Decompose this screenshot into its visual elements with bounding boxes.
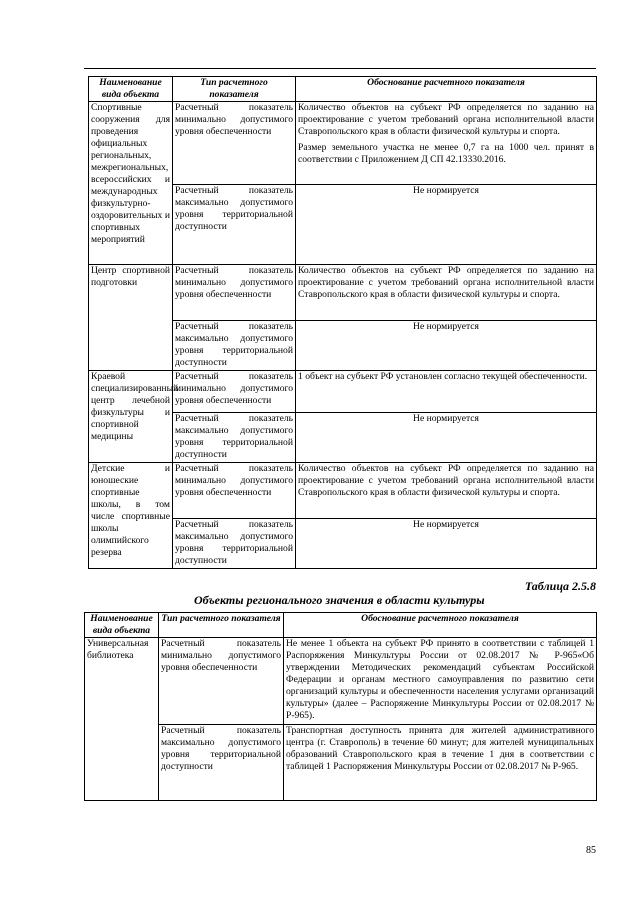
table-row xyxy=(89,265,597,321)
table-header-row xyxy=(89,77,597,102)
indicator-reason-max: Не нормируется xyxy=(296,413,597,463)
table-title: Объекты регионального значения в области культуры xyxy=(194,593,485,607)
indicator-type-min: Расчетный показатель минимально допустимого уровня обеспеченности xyxy=(173,371,296,413)
table-row xyxy=(89,371,597,413)
indicator-type-max: Расчетный показатель максимально допустимого уровня территориальной доступности xyxy=(173,413,296,463)
indicator-reason-min xyxy=(296,102,597,185)
culture-objects-table xyxy=(84,612,597,801)
top-rule xyxy=(84,68,596,69)
indicator-type-min: Расчетный показатель минимально допустимого уровня обеспеченности xyxy=(173,265,296,321)
indicator-type-min: Расчетный показатель минимально допустимого уровня обеспеченности xyxy=(173,102,296,185)
header-object-name: Наименование вида объекта xyxy=(85,613,159,638)
header-object-name: Наименование вида объекта xyxy=(89,77,173,102)
object-name-cell: Спортивные сооружения для проведения официальных региональных, межрегиональных, всероссийских и международных физкультурно-оздоровительных и спортивных мероприятий xyxy=(89,102,173,265)
indicator-type-min: Расчетный показатель минимально допустимого уровня обеспеченности xyxy=(173,463,296,519)
object-name-cell: Центр спортивной подготовки xyxy=(89,265,173,371)
indicator-reason-max: Не нормируется xyxy=(296,185,597,265)
header-indicator-type: Тип расчетного показателя xyxy=(159,613,284,638)
indicator-reason-min: 1 объект на субъект РФ установлен согласно текущей обеспеченности. xyxy=(296,371,597,413)
header-indicator-type: Тип расчетного показателя xyxy=(173,77,296,102)
table-row xyxy=(89,102,597,185)
indicator-type-max: Расчетный показатель максимально допустимого уровня территориальной доступности xyxy=(173,321,296,371)
indicator-reason-min: Количество объектов на субъект РФ определяется по заданию на проектирование с учетом требований органа исполнительной власти Ставропольского края в области физической культуры и спорта. xyxy=(296,463,597,519)
indicator-reason-min: Не менее 1 объекта на субъект РФ принято в соответствии с таблицей 1 Распоряжения Минкультуры России от 02.08.2017 № Р-965«Об утверждении Методических рекомендаций субъектам Российской Федерации и органам местного самоуправления по развитию сети организаций культуры и обеспеченности населения услугами организаций культуры» (далее – Распоряжение Минкультуры России от 02.08.2017 № Р-965). xyxy=(284,638,597,725)
object-name-cell: Детские и юношеские спортивные школы, в том числе спортивные школы олимпийского резерва xyxy=(89,463,173,569)
indicator-type-max: Расчетный показатель максимально допустимого уровня территориальной доступности xyxy=(159,725,284,801)
object-name-cell: Универсальная библиотека xyxy=(85,638,159,801)
page-number: 85 xyxy=(586,845,596,856)
indicator-type-max: Расчетный показатель максимально допустимого уровня территориальной доступности xyxy=(173,519,296,569)
sports-objects-table xyxy=(88,76,597,569)
table-row xyxy=(85,638,597,725)
table-number: Таблица 2.5.8 xyxy=(524,579,596,593)
indicator-type-max: Расчетный показатель максимально допустимого уровня территориальной доступности xyxy=(173,185,296,265)
reason-paragraph: Количество объектов на субъект РФ определяется по заданию на проектирование с учетом требований органа исполнительной власти Ставропольского края в области физической культуры и спорта. xyxy=(298,102,594,137)
header-indicator-reason: Обоснование расчетного показателя xyxy=(284,613,597,638)
object-name-cell: Краевой специализированный центр лечебной физкультуры и спортивной медицины xyxy=(89,371,173,463)
indicator-reason-max: Не нормируется xyxy=(296,519,597,569)
indicator-reason-max: Транспортная доступность принята для жителей административного центра (г. Ставрополь) в течение 60 минут; для жителей муниципальных образований Ставропольского края в течение 1 дня в соответствии с таблицей 1 Распоряжения Минкультуры России от 02.08.2017 № Р-965. xyxy=(284,725,597,801)
header-indicator-reason: Обоснование расчетного показателя xyxy=(296,77,597,102)
table-row xyxy=(89,463,597,519)
indicator-reason-max: Не нормируется xyxy=(296,321,597,371)
indicator-reason-min: Количество объектов на субъект РФ определяется по заданию на проектирование с учетом требований органа исполнительной власти Ставропольского края в области физической культуры и спорта. xyxy=(296,265,597,321)
table-row xyxy=(85,725,597,801)
indicator-type-min: Расчетный показатель минимально допустимого уровня обеспеченности xyxy=(159,638,284,725)
reason-paragraph: Размер земельного участка не менее 0,7 га на 1000 чел. принят в соответствии с Приложением Д СП 42.13330.2016. xyxy=(298,142,594,165)
table-header-row xyxy=(85,613,597,638)
